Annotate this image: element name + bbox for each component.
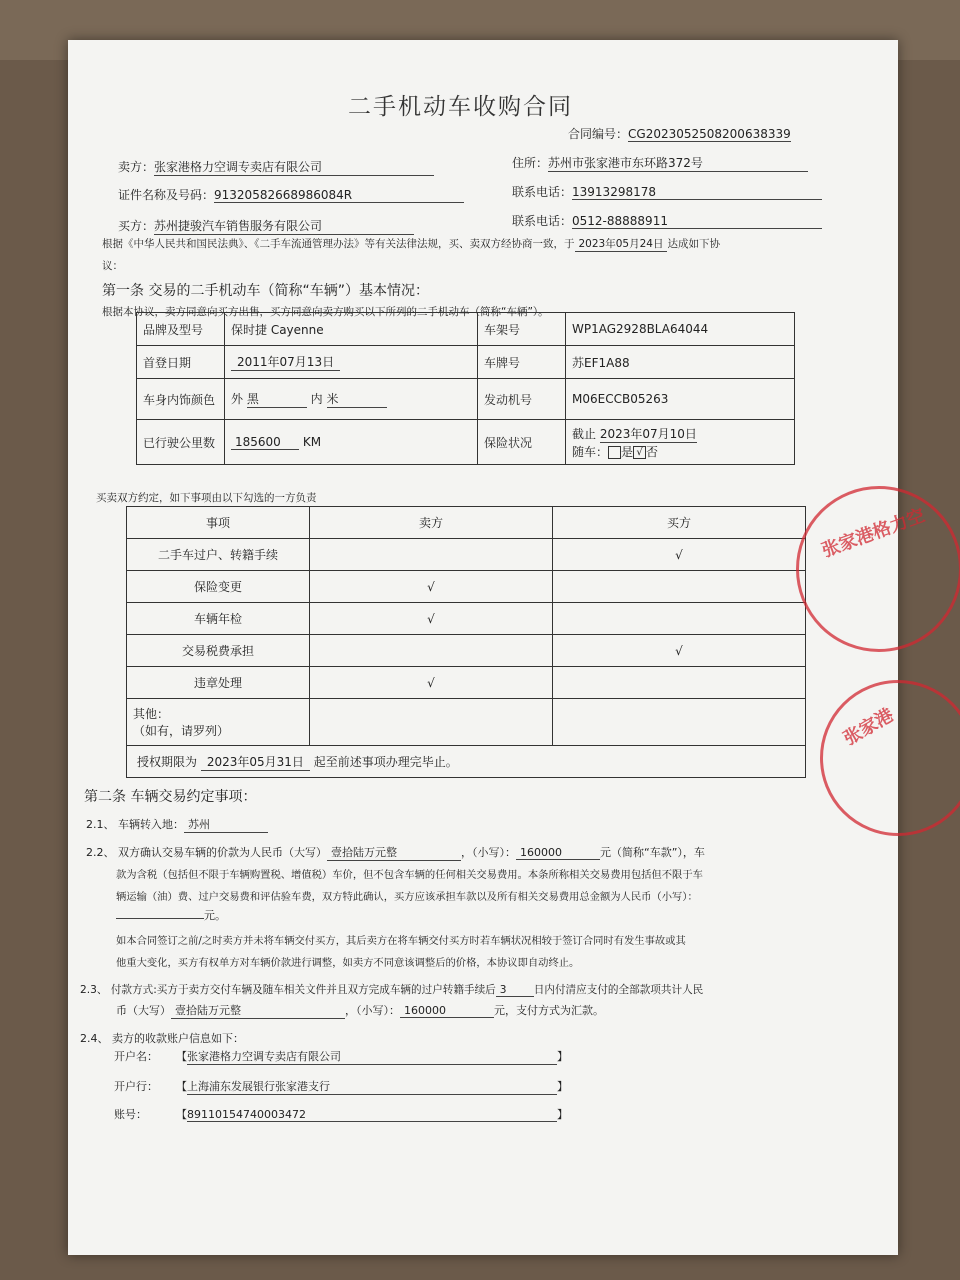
duty-item: 交易税费承担 xyxy=(127,635,310,667)
seller-row xyxy=(118,158,434,176)
duty-buyer-check xyxy=(553,667,806,699)
header-seller: 卖方 xyxy=(310,507,553,539)
clause-2-3-amount-lower: 160000 xyxy=(400,1004,494,1018)
plate-value: 苏EF1A88 xyxy=(566,346,795,379)
duty-seller-check: √ xyxy=(310,667,553,699)
table-row xyxy=(127,603,806,635)
duties-intro: 买卖双方约定，如下事项由以下勾选的一方负责 xyxy=(96,492,317,504)
preamble-text-3: 议： xyxy=(102,260,123,272)
outer-color-value: 黑 xyxy=(247,390,307,408)
table-row xyxy=(127,571,806,603)
duty-other-seller xyxy=(310,699,553,746)
account-holder-label: 开户名： xyxy=(114,1050,158,1063)
table-row xyxy=(137,313,795,346)
clause-2-1-label: 车辆转入地： xyxy=(118,818,184,831)
document-title: 二手机动车收购合同 xyxy=(348,94,573,120)
table-header-row xyxy=(127,507,806,539)
clause-2-2-text-a: 双方确认交易车辆的价款为人民币（大写） xyxy=(118,846,327,859)
clause-2-4-number: 2.4、 xyxy=(80,1032,109,1045)
reg-date-value: 2011年07月13日 xyxy=(231,353,340,371)
preamble-text-2: 达成如下协 xyxy=(667,238,720,250)
preamble xyxy=(102,236,720,252)
account-number-label: 账号： xyxy=(114,1108,147,1121)
color-label: 车身内饰颜色 xyxy=(137,379,225,420)
insurance-cell xyxy=(566,420,795,465)
duty-other xyxy=(127,699,310,746)
duty-seller-check: √ xyxy=(310,571,553,603)
auth-date: 2023年05月31日 xyxy=(201,753,310,771)
duty-buyer-check xyxy=(553,571,806,603)
id-label: 证件名称及号码： xyxy=(118,188,215,202)
clause-2-1-number: 2.1、 xyxy=(86,818,115,831)
table-row xyxy=(127,635,806,667)
buyer-phone-value: 0512-88888911 xyxy=(572,214,822,229)
brand-label: 品牌及型号 xyxy=(137,313,225,346)
brand-value: 保时捷 Cayenne xyxy=(225,313,478,346)
reg-date-cell xyxy=(225,346,478,379)
duty-seller-check: √ xyxy=(310,603,553,635)
buyer-label: 买方： xyxy=(118,219,155,233)
checkbox-yes xyxy=(608,446,621,459)
insurance-until-label: 截止 xyxy=(572,426,597,441)
bank-value: 上海浦东发展银行张家港支行 xyxy=(187,1078,557,1095)
duty-item: 保险变更 xyxy=(127,571,310,603)
account-number-row xyxy=(114,1106,568,1122)
insurance-no-label: 否 xyxy=(646,444,659,459)
address-row xyxy=(512,154,808,172)
header-item: 事项 xyxy=(127,507,310,539)
duty-other-buyer xyxy=(553,699,806,746)
bracket-left: 【 xyxy=(176,1108,187,1121)
clause-2-3-text-a: 付款方式:买方于卖方交付车辆及随车相关文件并且双方完成车辆的过户转籍手续后 xyxy=(110,984,496,996)
bracket-left: 【 xyxy=(176,1080,187,1093)
seller-phone-row xyxy=(512,183,822,200)
contract-number-value: CG2023052508200638339 xyxy=(628,127,791,141)
clause-2-2-para-2a: 如本合同签订之前/之时卖方并未将车辆交付买方，其后卖方在将车辆交付买方时若车辆状况相较于签订合同时有发生事故或其 xyxy=(116,935,686,947)
clause-2-2-para-2b: 他重大变化，买方有权单方对车辆价款进行调整，如卖方不同意该调整后的价格，本协议即自动终止。 xyxy=(116,957,580,969)
insurance-label: 保险状况 xyxy=(478,420,566,465)
clause-2-3-text-d: ，（小写）： xyxy=(345,1004,400,1017)
clause-2-3-text-b: 日内付清应支付的全部款项共计人民 xyxy=(533,984,704,996)
clause-2-2-text-c: 元（简称“车款”），车 xyxy=(600,846,705,859)
bracket-right: 】 xyxy=(557,1108,568,1121)
clause-2-2-line-1 xyxy=(86,844,705,861)
duty-other-label: 其他： xyxy=(133,707,170,721)
table-row xyxy=(127,699,806,746)
auth-prefix: 授权期限为 xyxy=(137,754,198,769)
duty-buyer-check xyxy=(553,603,806,635)
insurance-yes-label: 是 xyxy=(621,444,634,459)
preamble-date: 2023年05月24日 xyxy=(575,236,668,252)
article-2-heading: 第二条 车辆交易约定事项： xyxy=(84,789,257,805)
duty-seller-check xyxy=(310,539,553,571)
duty-item: 违章处理 xyxy=(127,667,310,699)
buyer-row xyxy=(118,217,414,235)
clause-2-2-price-lower: 160000 xyxy=(516,846,600,860)
mileage-unit: KM xyxy=(302,434,322,449)
preamble-text: 根据《中华人民共和国民法典》、《二手车流通管理办法》等有关法律法规，买、卖双方经协商一致，于 xyxy=(102,238,575,250)
bracket-left: 【 xyxy=(176,1050,187,1063)
clause-2-3-amount-upper: 壹拾陆万元整 xyxy=(171,1002,345,1019)
seller-label: 卖方： xyxy=(118,160,155,174)
bank-row xyxy=(114,1078,568,1095)
vehicle-info-table xyxy=(136,312,795,465)
seller-phone-value: 13913298178 xyxy=(572,185,822,200)
duty-other-note: （如有，请罗列） xyxy=(133,724,230,738)
duty-item: 二手车过户、转籍手续 xyxy=(127,539,310,571)
clause-2-2-number: 2.2、 xyxy=(86,846,115,859)
id-row xyxy=(118,186,464,203)
table-row xyxy=(137,420,795,465)
clause-2-1-value: 苏州 xyxy=(184,816,268,833)
account-holder-row xyxy=(114,1048,568,1065)
header-buyer: 买方 xyxy=(553,507,806,539)
clause-2-2-line-2: 款为含税（包括但不限于车辆购置税、增值税）车价，但不包含车辆的任何相关交易费用。本条所称相关交易费用包括但不限于车 xyxy=(116,869,703,881)
bracket-right: 】 xyxy=(557,1050,568,1063)
address-label: 住所： xyxy=(512,156,549,170)
bracket-right: 】 xyxy=(557,1080,568,1093)
clause-2-1 xyxy=(86,816,268,833)
duty-item: 车辆年检 xyxy=(127,603,310,635)
contract-number-label: 合同编号： xyxy=(568,127,629,141)
seller-phone-label: 联系电话： xyxy=(512,185,573,199)
second-stamp-text: 张家港 xyxy=(840,704,898,750)
engine-value: M06ECCB05263 xyxy=(566,379,795,420)
vin-label: 车架号 xyxy=(478,313,566,346)
duty-seller-check xyxy=(310,635,553,667)
seller-value: 张家港格力空调专卖店有限公司 xyxy=(154,158,434,176)
table-row xyxy=(137,346,795,379)
clause-2-4-label: 卖方的收款账户信息如下： xyxy=(112,1032,244,1045)
bank-label: 开户行： xyxy=(114,1080,158,1093)
clause-2-2-line-4 xyxy=(116,906,226,923)
insurance-with-car-label: 随车： xyxy=(572,444,609,459)
clause-2-3-line-1 xyxy=(80,982,703,997)
clause-2-3-text-c: 币（大写） xyxy=(116,1004,171,1017)
contract-number xyxy=(568,125,791,142)
authorization-row xyxy=(127,746,806,778)
clause-2-3-text-e: 元，支付方式为汇款。 xyxy=(494,1004,604,1017)
buyer-phone-row xyxy=(512,212,822,229)
article-1-intro: 根据本协议，卖方同意向买方出售，买方同意向卖方购买以下所列的二手机动车（简称“车辆”）。 xyxy=(102,306,549,318)
table-row xyxy=(127,539,806,571)
mileage-cell xyxy=(225,420,478,465)
engine-label: 发动机号 xyxy=(478,379,566,420)
buyer-value: 苏州捷骏汽车销售服务有限公司 xyxy=(154,217,414,235)
seller-stamp xyxy=(796,486,960,652)
id-value: 91320582668986084R xyxy=(214,188,464,203)
table-row xyxy=(127,746,806,778)
duty-buyer-check: √ xyxy=(553,635,806,667)
article-1-heading: 第一条 交易的二手机动车（简称“车辆”）基本情况： xyxy=(102,283,429,299)
clause-2-3-line-2 xyxy=(116,1002,604,1019)
clause-2-2-price-upper: 壹拾陆万元整 xyxy=(327,844,461,861)
auth-suffix: 起至前述事项办理完毕止。 xyxy=(313,754,458,769)
table-row xyxy=(137,379,795,420)
clause-2-4 xyxy=(80,1030,244,1046)
duty-buyer-check: √ xyxy=(553,539,806,571)
checkbox-no: √ xyxy=(633,446,646,459)
seller-stamp-text: 张家港格力空 xyxy=(819,505,928,562)
vin-value: WP1AG2928BLA64044 xyxy=(566,313,795,346)
clause-2-3-number: 2.3、 xyxy=(80,984,108,996)
clause-2-2-yuan: 元。 xyxy=(204,909,226,922)
outer-color-label: 外 xyxy=(231,392,244,406)
address-value: 苏州市张家港市东环路372号 xyxy=(548,154,808,172)
inner-color-value: 米 xyxy=(327,390,387,408)
table-row xyxy=(127,667,806,699)
clause-2-3-days: 3 xyxy=(496,984,534,997)
account-number-value: 89110154740003472 xyxy=(187,1108,557,1122)
duties-table xyxy=(126,506,806,778)
inner-color-label: 内 xyxy=(310,392,323,406)
buyer-phone-label: 联系电话： xyxy=(512,214,573,228)
reg-date-label: 首登日期 xyxy=(137,346,225,379)
clause-2-2-line-3: 辆运输（油）费、过户交易费和评估验车费，双方特此确认，买方应该承担车款以及所有相关交易费用总金额为人民币（小写）： xyxy=(116,891,698,903)
insurance-date: 2023年07月10日 xyxy=(599,426,697,441)
mileage-value: 185600 xyxy=(231,435,299,450)
account-holder-value: 张家港格力空调专卖店有限公司 xyxy=(187,1048,557,1065)
color-cell xyxy=(225,379,478,420)
mileage-label: 已行驶公里数 xyxy=(137,420,225,465)
clause-2-2-text-b: ，（小写）： xyxy=(461,846,516,859)
plate-label: 车牌号 xyxy=(478,346,566,379)
clause-2-2-total-blank xyxy=(116,906,204,919)
contract-paper xyxy=(68,40,898,1255)
